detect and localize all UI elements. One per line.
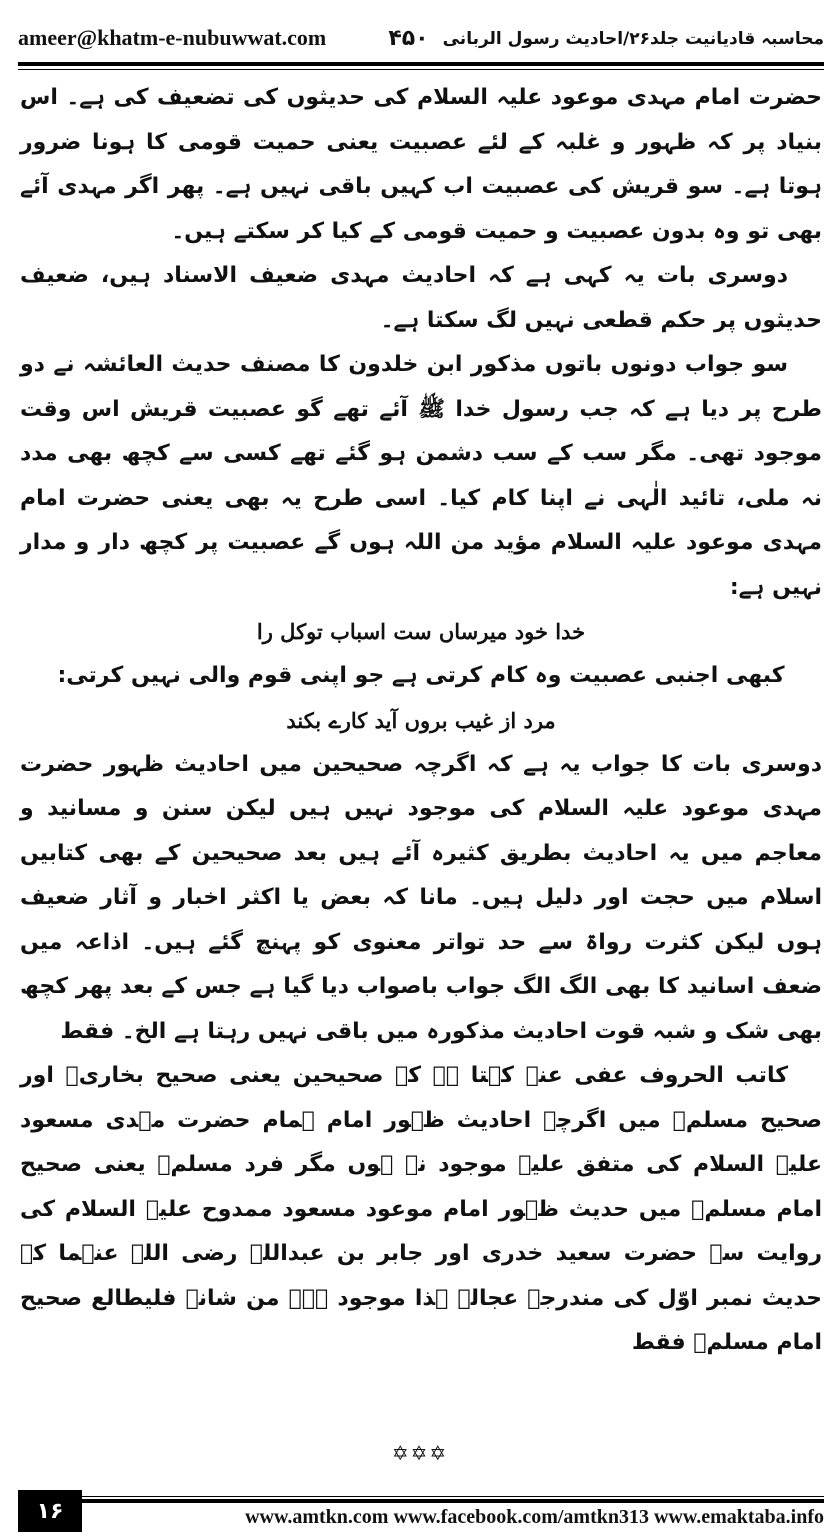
page-body [20, 76, 822, 1366]
verse-intro-line: کبھی اجنبی عصبیت وہ کام کرتی ہے جو اپنی قوم والی نہیں کرتی: [57, 663, 785, 688]
header-email: ameer@khatm-e-nubuwwat.com [18, 25, 327, 50]
footer-rule-thick [18, 1499, 824, 1503]
paragraph-3: سو جواب دونوں باتوں مذکور ابن خلدون کا مصنف حدیث العائشہ نے دو طرح پر دیا ہے کہ جب رسول خدا ﷺ آئے تھے گو عصبیت قریش اس وقت موجود تھی۔ مگر سب کے سب دشمن ہو گئے تھے کسی سے کچھ بھی مدد نہ ملی، تائید الٰہی نے اپنا کام کیا۔ اسی طرح یہ بھی یعنی حضرت امام مہدی موعود علیہ السلام مؤید من اللہ ہوں گے عصبیت پر کچھ دار و مدار نہیں ہے: [20, 352, 822, 600]
section-separator: ✡✡✡ [391, 1441, 449, 1465]
paragraph-5: کاتب الحروف عفی عنہ کہتا ہے کہ صحیحین یعنی صحیح بخاریؒ اور صحیح مسلمؒ میں اگرچہ احادیث ظہور امام ہمام حضرت مہدی مسعود علیہ السلام کی متفق علیہ موجود نہ ہوں مگر فرد مسلمؒ یعنی صحیح امام مسلمؒ میں حدیث ظہور امام موعود مسعود ممدوح علیہ السلام کی روایت سے حضرت سعید خدری اور جابر بن عبداللہ رضی اللہ عنہما کے حدیث نمبر اوّل کی مندرجہ عجالہ ہذا موجود ہے۔ من شانہ فلیطالع صحیح امام مسلمؒ فقط [20, 1063, 822, 1355]
paragraph-4: دوسری بات کا جواب یہ ہے کہ اگرچہ صحیحین میں احادیث ظہور حضرت مہدی موعود علیہ السلام کی موجود نہیں ہیں لیکن سنن و مسانید و معاجم میں یہ احادیث بطریق کثیرہ آئے ہیں بعد صحیحین کے بھی کتابیں اسلام میں حجت اور دلیل ہیں۔ مانا کہ بعض یا اکثر اخبار و آثار ضعیف ہوں لیکن کثرت رواۃ سے حد تواتر معنوی کو پہنچ گئے ہیں۔ اذاعہ میں ضعف اسانید کا بھی الگ الگ جواب باصواب دیا گیا ہے جس کے بعد پھر کچھ بھی شک و شبہ قوت احادیث مذکورہ میں باقی نہیں رہتا ہے الخ۔ فقط [20, 751, 822, 1044]
persian-verse-1: خدا خود میرساں ست اسباب توکل را [256, 619, 586, 644]
paragraph-1: حضرت امام مہدی موعود علیہ السلام کی حدیثوں کی تضعیف کی ہے۔ اس بنیاد پر کہ ظہور و غلبہ کے لئے عصبیت یعنی حمیت قومی کا ہونا ضرور ہوتا ہے۔ سو قریش کی عصبیت اب کہیں باقی نہیں ہے۔ پھر اگر مہدی آئے بھی تو وہ بدون عصبیت و حمیت قومی کے کیا کر سکتے ہیں۔ [20, 85, 822, 244]
header-title: محاسبہ قادیانیت جلد۲۶/احادیث رسول الربانی [442, 28, 824, 49]
header-page-number: ۴۵۰ [388, 25, 429, 51]
page-header [18, 20, 824, 56]
footer-links: www.amtkn.com www.facebook.com/amtkn313 www.emaktaba.info [245, 1506, 824, 1528]
header-rule-thick [18, 62, 824, 66]
header-right [388, 26, 824, 51]
footer-page-number: ۱۶ [18, 1490, 82, 1532]
persian-verse-2: مرد از غیب بروں آید کارے بکند [286, 707, 556, 733]
header-rule-thin [18, 69, 824, 70]
paragraph-2: دوسری بات یہ کہی ہے کہ احادیث مہدی ضعیف الاسناد ہیں، ضعیف حدیثوں پر حکم قطعی نہیں لگ سکتا ہے۔ [20, 263, 822, 333]
footer-rule-thin [18, 1496, 824, 1497]
